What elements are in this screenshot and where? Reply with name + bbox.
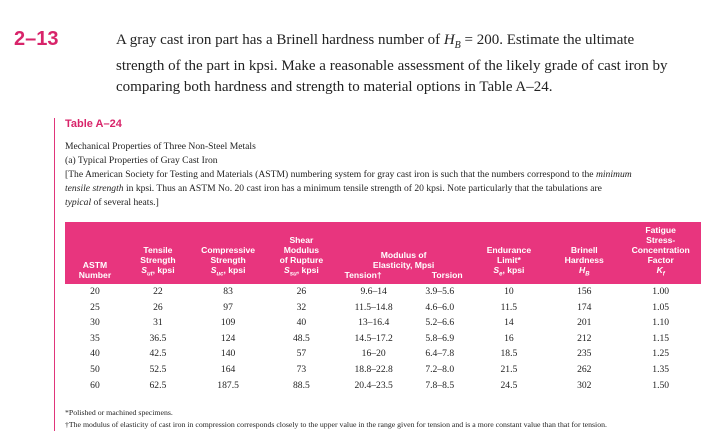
cell-tension: 18.8–22.8	[354, 363, 393, 375]
cell-ssu: 48.5	[293, 332, 310, 344]
cell-astm: 30	[90, 317, 100, 329]
problem-number: 2–13	[14, 28, 59, 50]
cell-torsion: 5.8–6.9	[425, 332, 455, 344]
header-torsion: Torsion	[431, 269, 463, 280]
cell-kf: 1.35	[652, 363, 670, 375]
cell-astm: 25	[90, 301, 100, 313]
cell-se: 16	[504, 332, 514, 344]
header-modulus: Modulus of Elasticity, Mpsi Tension† Torsion	[344, 249, 463, 280]
cell-tension: 11.5–14.8	[354, 301, 393, 313]
cell-suc: 187.5	[217, 379, 239, 391]
table-header-row	[65, 222, 701, 284]
cell-torsion: 4.6–6.0	[425, 301, 455, 313]
table-a24	[54, 118, 690, 431]
table-row	[65, 284, 701, 300]
cell-astm: 50	[90, 363, 100, 375]
table-body	[65, 284, 701, 393]
table-row	[65, 315, 701, 331]
cell-hb: 302	[577, 379, 592, 391]
cell-hb: 201	[577, 317, 592, 329]
header-brinell: Brinell Hardness $H_B$	[564, 245, 604, 278]
cell-ssu: 40	[296, 317, 307, 329]
cell-ssu: 26	[296, 286, 307, 298]
cell-suc: 97	[223, 301, 233, 313]
header-endurance: Endurance Limit* $S_e$, kpsi	[486, 245, 532, 278]
header-astm: ASTM Number	[78, 259, 112, 280]
cell-se: 14	[504, 317, 514, 329]
cell-suc: 124	[220, 332, 236, 344]
cell-kf: 1.05	[652, 301, 670, 313]
cell-torsion: 5.2–6.6	[425, 317, 455, 329]
cell-suc: 164	[220, 363, 236, 375]
cell-sut: 31	[153, 317, 163, 329]
cell-se: 11.5	[500, 301, 518, 313]
cell-hb: 174	[577, 301, 592, 313]
cell-astm: 20	[90, 286, 100, 298]
cell-sut: 42.5	[149, 348, 167, 360]
cell-suc: 83	[223, 286, 233, 298]
cell-sut: 62.5	[149, 379, 167, 391]
table-row	[65, 346, 701, 362]
properties-table	[65, 222, 701, 393]
cell-kf: 1.25	[652, 348, 670, 360]
table-row	[65, 377, 701, 393]
cell-sut: 26	[153, 301, 163, 313]
header-tension: Tension†	[344, 269, 382, 280]
cell-se: 10	[504, 286, 514, 298]
table-footnotes	[65, 407, 686, 431]
cell-tension: 9.6–14	[360, 286, 387, 298]
cell-ssu: 73	[296, 363, 307, 375]
table-row	[65, 299, 701, 315]
cell-sut: 52.5	[149, 363, 167, 375]
cell-astm: 40	[90, 348, 100, 360]
table-label: Table A–24	[65, 118, 122, 130]
header-compressive: Compressive Strength $S_{uc}$, kpsi	[201, 245, 256, 278]
table-title: Mechanical Properties of Three Non-Steel Metals	[65, 141, 256, 152]
footnote-modulus: †The modulus of elasticity of cast iron in compression corresponds closely to the upper value in the range given for tension and is a more constant value than that for tension.	[65, 419, 607, 429]
header-fatigue: Fatigue Stress- Concentration Factor $K_f$	[631, 225, 690, 278]
cell-sut: 36.5	[149, 332, 167, 344]
cell-ssu: 88.5	[293, 379, 310, 391]
cell-sut: 22	[153, 286, 163, 298]
cell-se: 18.5	[500, 348, 518, 360]
cell-ssu: 57	[296, 348, 307, 360]
cell-kf: 1.10	[652, 317, 670, 329]
cell-se: 24.5	[500, 379, 518, 391]
cell-suc: 109	[220, 317, 236, 329]
table-subtitle: (a) Typical Properties of Gray Cast Iron	[65, 155, 218, 166]
cell-kf: 1.15	[652, 332, 670, 344]
cell-tension: 20.4–23.5	[354, 379, 393, 391]
table-row	[65, 331, 701, 347]
cell-suc: 140	[220, 348, 236, 360]
cell-tension: 13–16.4	[358, 317, 390, 329]
cell-hb: 262	[577, 363, 592, 375]
cell-torsion: 6.4–7.8	[425, 348, 455, 360]
cell-astm: 60	[90, 379, 100, 391]
cell-hb: 156	[577, 286, 592, 298]
cell-ssu: 32	[296, 301, 307, 313]
cell-kf: 1.00	[652, 286, 670, 298]
cell-tension: 16–20	[361, 348, 386, 360]
header-shear: Shear Modulus of Rupture $S_{su}$, kpsi	[279, 235, 324, 278]
cell-tension: 14.5–17.2	[354, 332, 393, 344]
header-tensile: Tensile Strength $S_{ut}$, kpsi	[140, 245, 176, 278]
cell-astm: 35	[90, 332, 100, 344]
cell-torsion: 3.9–5.6	[425, 286, 455, 298]
table-caption	[65, 140, 686, 210]
cell-hb: 212	[577, 332, 592, 344]
cell-kf: 1.50	[652, 379, 670, 391]
problem-text: A gray cast iron part has a Brinell hardness number of $H_B = 200$. Estimate the ultimate strength of the part in kpsi. Make a reasonable assessment of the likely grade of cast iron by comparing both hardness and strength to material options in Table A–24.	[116, 32, 668, 95]
table-row	[65, 362, 701, 378]
footnote-polished: *Polished or machined specimens.	[65, 407, 173, 417]
cell-torsion: 7.2–8.0	[425, 363, 455, 375]
cell-hb: 235	[577, 348, 592, 360]
table-note: [The American Society for Testing and Materials (ASTM) numbering system for gray cast iron is such that the numbers correspond to the minimum tensile strength in kpsi. Thus an ASTM No. 20 cast iron has a minimum tensile strength of 20 kpsi. Note particularly that the tabulations are typical of several heats.]	[65, 169, 632, 208]
cell-torsion: 7.8–8.5	[425, 379, 455, 391]
cell-se: 21.5	[500, 363, 518, 375]
